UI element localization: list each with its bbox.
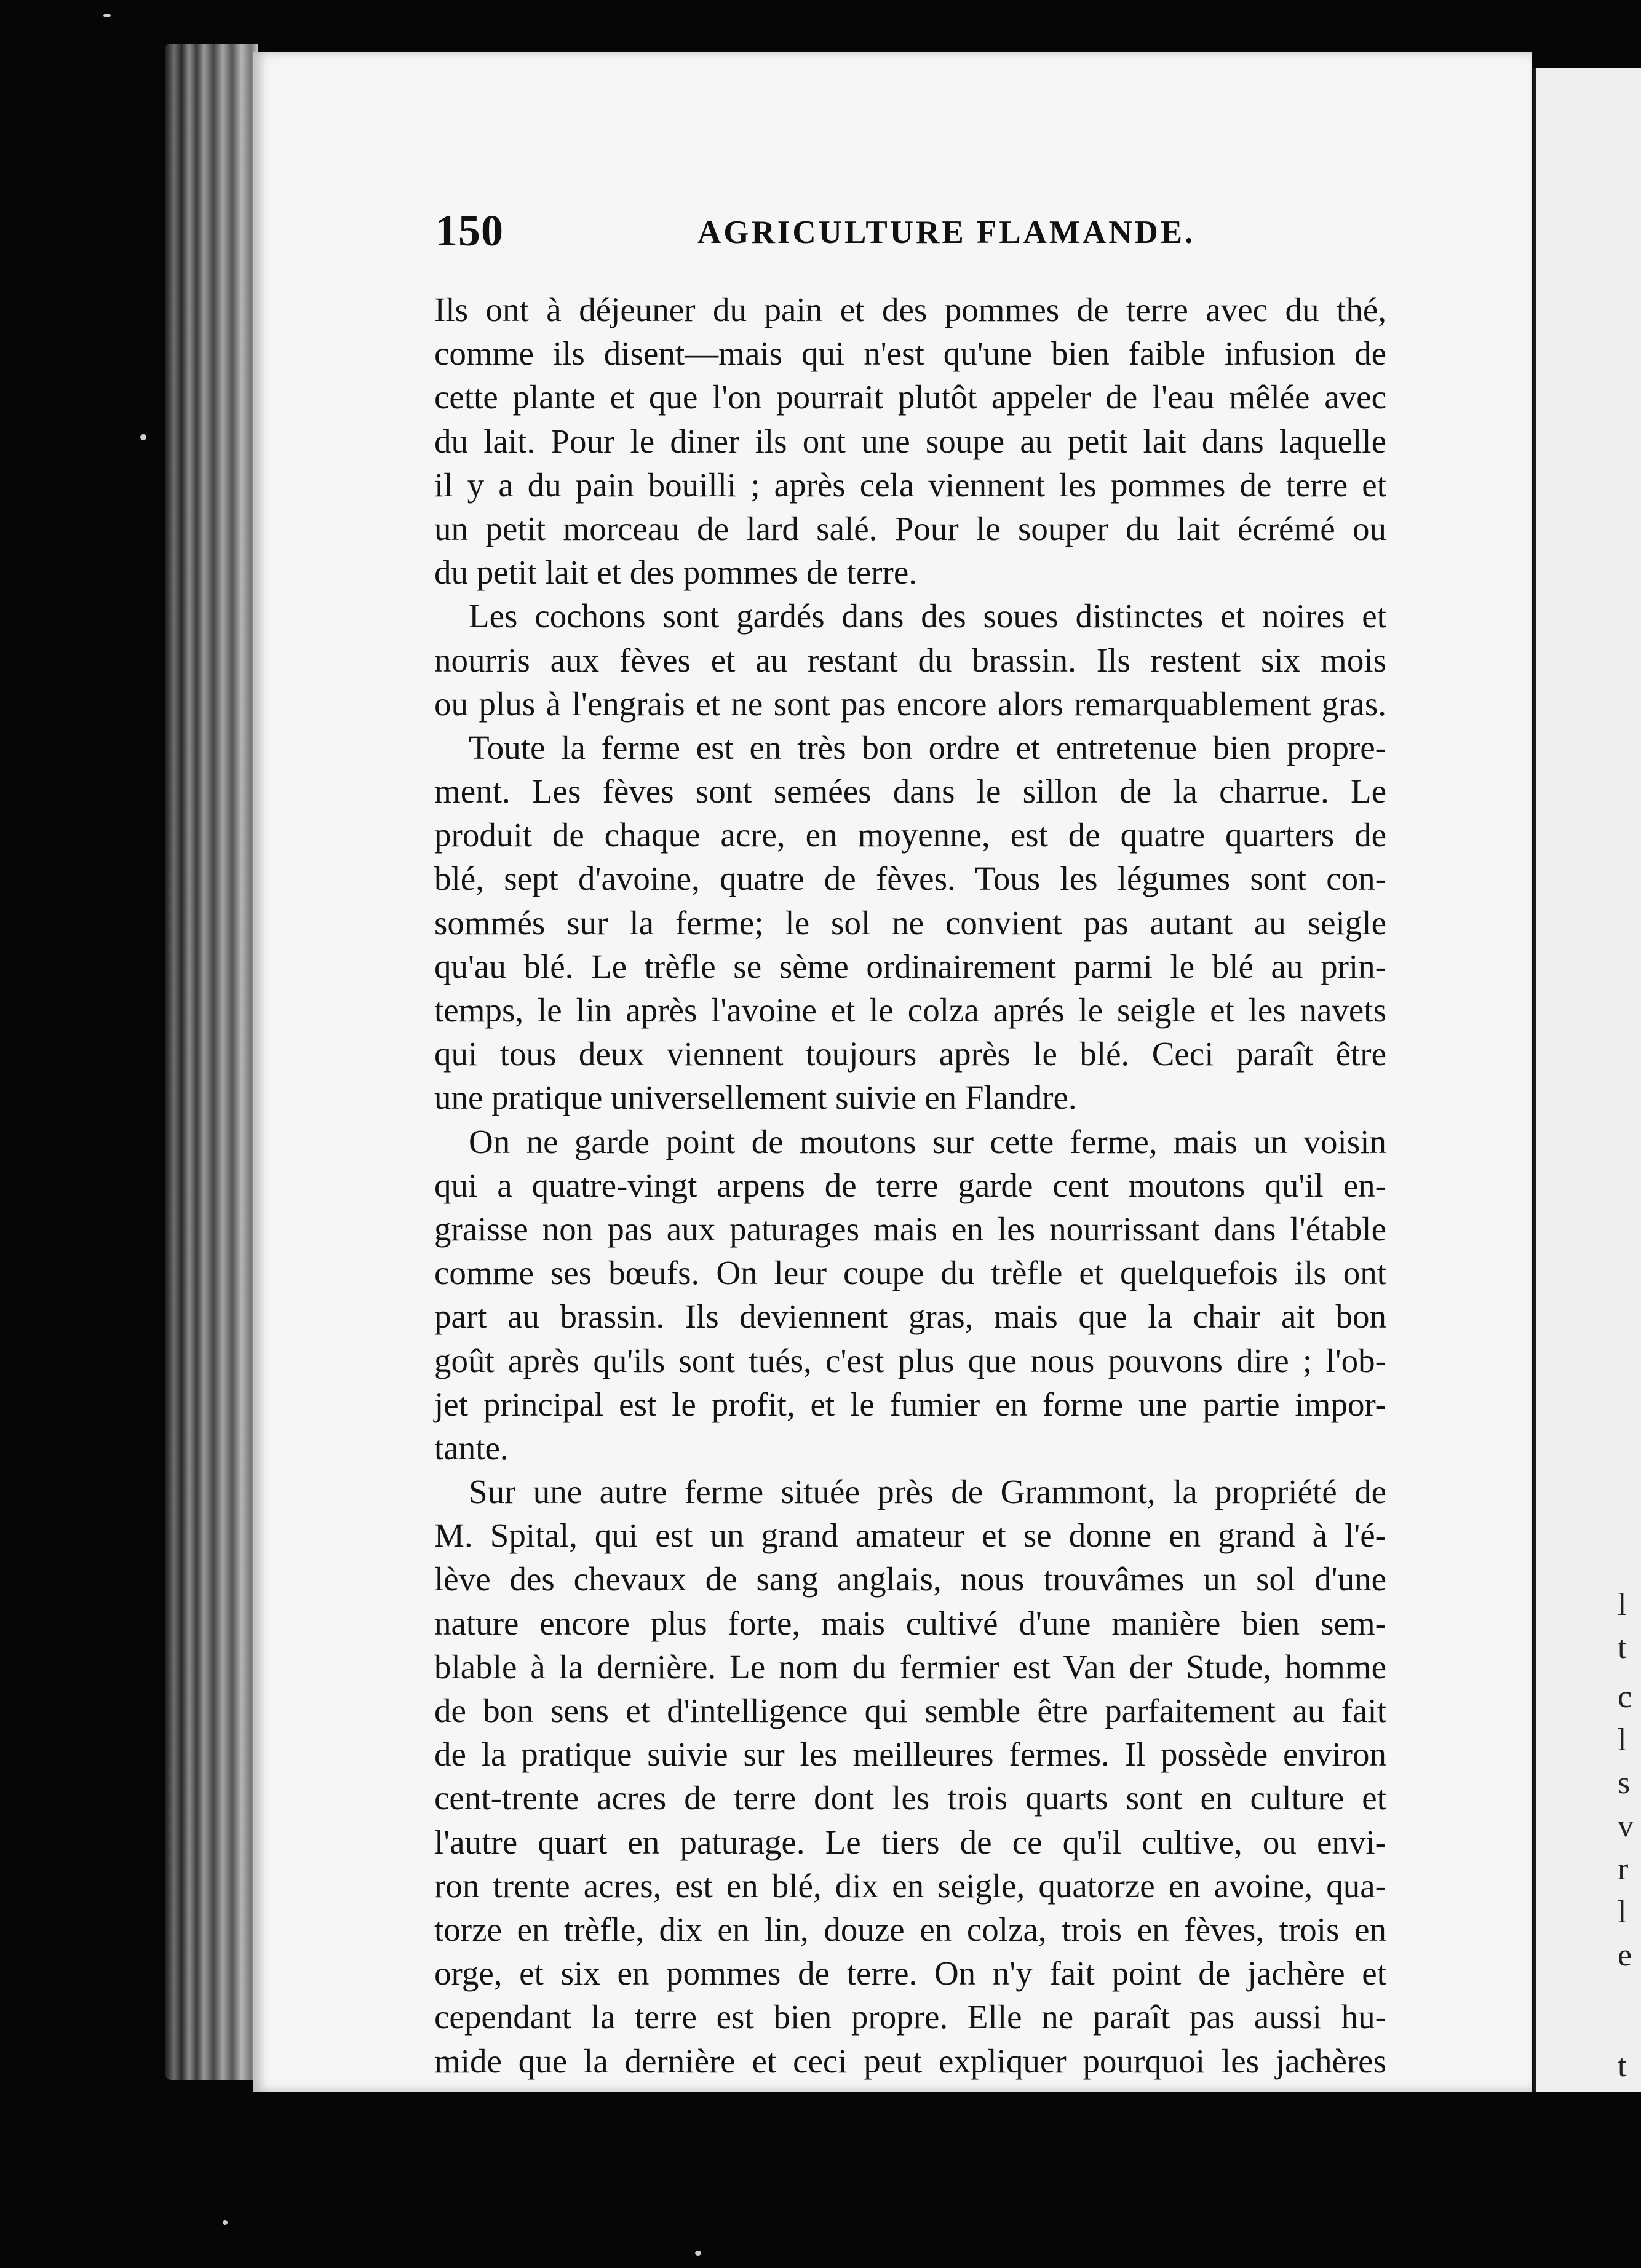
text-line: de la pratique suivie sur les meilleures fermes. Il possède environ: [434, 1735, 1386, 1774]
text-line: lève des chevaux de sang anglais, nous trouvâmes un sol d'une: [434, 1560, 1386, 1598]
text-line: blé, sept d'avoine, quatre de fèves. Tous les légumes sont con-: [434, 860, 1386, 898]
text-line: du lait. Pour le diner ils ont une soupe au petit lait dans laquelle: [434, 422, 1386, 460]
text-line: une pratique universellement suivie en Flandre.: [434, 1079, 1077, 1117]
text-line: blable à la dernière. Le nom du fermier est Van der Stude, homme: [434, 1647, 1386, 1686]
text-line: orge, et six en pommes de terre. On n'y fait point de jachère et: [434, 1954, 1386, 1992]
text-line: ou plus à l'engrais et ne sont pas encore alors remarquablement gras.: [434, 684, 1386, 723]
text-line: de bon sens et d'intelligence qui semble être parfaitement au fait: [434, 1692, 1386, 1729]
scan-speck: [695, 2251, 701, 2256]
fragment-char: v: [1618, 1809, 1634, 1844]
text-line: mide que la dernière et ceci peut expliquer pourquoi les jachères: [434, 2042, 1386, 2080]
text-line: comme ses bœufs. On leur coupe du trèfle et quelquefois ils ont: [434, 1254, 1386, 1292]
text-line: goût après qu'ils sont tués, c'est plus que nous pouvons dire ; l'ob-: [434, 1341, 1386, 1379]
page-number: 150: [435, 206, 504, 255]
fragment-char: e: [1618, 1938, 1632, 1973]
fragment-char: s: [1618, 1766, 1631, 1801]
text-line: nature encore plus forte, mais cultivé d'une manière bien sem-: [434, 1604, 1386, 1642]
text-line: temps, le lin après l'avoine et le colza aprés le seigle et les navets: [434, 991, 1386, 1029]
text-line: produit de chaque acre, en moyenne, est de quatre quarters de: [434, 816, 1386, 854]
fragment-char: r: [1618, 1852, 1629, 1887]
scan-speck: [103, 14, 111, 17]
text-line: Les cochons sont gardés dans des soues distinctes et noires et: [469, 597, 1386, 635]
text-line: tante.: [434, 1429, 509, 1467]
fragment-char: l: [1618, 1895, 1627, 1930]
scan-speck: [223, 2220, 228, 2225]
text-line: torze en trèfle, dix en lin, douze en colza, trois en fèves, trois en: [434, 1910, 1386, 1948]
text-line: qui tous deux viennent toujours après le blé. Ceci paraît être: [434, 1035, 1386, 1073]
text-line: qu'au blé. Le trèfle se sème ordinairement parmi le blé au prin-: [434, 947, 1386, 985]
text-line: Ils ont à déjeuner du pain et des pommes de terre avec du thé,: [434, 291, 1386, 328]
running-title: AGRICULTURE FLAMANDE.: [697, 215, 1196, 250]
text-line: nourris aux fèves et au restant du brassin. Ils restent six mois: [434, 641, 1386, 679]
scan-speck: [140, 434, 146, 440]
text-line: ment. Les fèves sont semées dans le sillon de la charrue. Le: [434, 772, 1386, 811]
text-line: qui a quatre-vingt arpens de terre garde cent moutons qu'il en-: [434, 1166, 1386, 1204]
fragment-char: l: [1618, 1587, 1627, 1622]
text-line: cependant la terre est bien propre. Elle ne paraît pas aussi hu-: [434, 1998, 1386, 2036]
body-text: [434, 288, 1386, 2083]
text-line: l'autre quart en paturage. Le tiers de ce qu'il cultive, ou envi-: [434, 1823, 1386, 1861]
text-line: cent-trente acres de terre dont les trois quarts sont en culture et: [434, 1779, 1386, 1817]
fragment-char: t: [1618, 2048, 1627, 2084]
text-line: du petit lait et des pommes de terre.: [434, 553, 918, 592]
book-page-edges: [165, 44, 258, 2080]
text-line: On ne garde point de moutons sur cette ferme, mais un voisin: [469, 1122, 1386, 1160]
text-line: graisse non pas aux paturages mais en les nourrissant dans l'étable: [434, 1210, 1386, 1248]
text-line: sommés sur la ferme; le sol ne convient pas autant au seigle: [434, 903, 1386, 942]
text-line: ron trente acres, est en blé, dix en seigle, quatorze en avoine, qua-: [434, 1866, 1386, 1905]
text-line: il y a du pain bouilli ; après cela viennent les pommes de terre et: [434, 466, 1386, 504]
text-line: M. Spital, qui est un grand amateur et se donne en grand à l'é-: [434, 1517, 1386, 1555]
fragment-char: c: [1618, 1679, 1632, 1715]
text-line: Toute la ferme est en très bon ordre et entretenue bien propre-: [469, 728, 1386, 766]
fragment-char: t: [1618, 1630, 1627, 1665]
text-line: Sur une autre ferme située près de Grammont, la propriété de: [469, 1473, 1386, 1511]
text-line: comme ils disent—mais qui n'est qu'une bien faible infusion de: [434, 335, 1386, 373]
text-line: part au brassin. Ils deviennent gras, mais que la chair ait bon: [434, 1298, 1386, 1336]
fragment-char: l: [1618, 1723, 1627, 1758]
text-line: cette plante et que l'on pourrait plutôt appeler de l'eau mêlée avec: [434, 378, 1386, 416]
text-line: jet principal est le profit, et le fumier en forme une partie impor-: [434, 1385, 1386, 1423]
text-line: un petit morceau de lard salé. Pour le souper du lait écrémé ou: [434, 509, 1386, 547]
